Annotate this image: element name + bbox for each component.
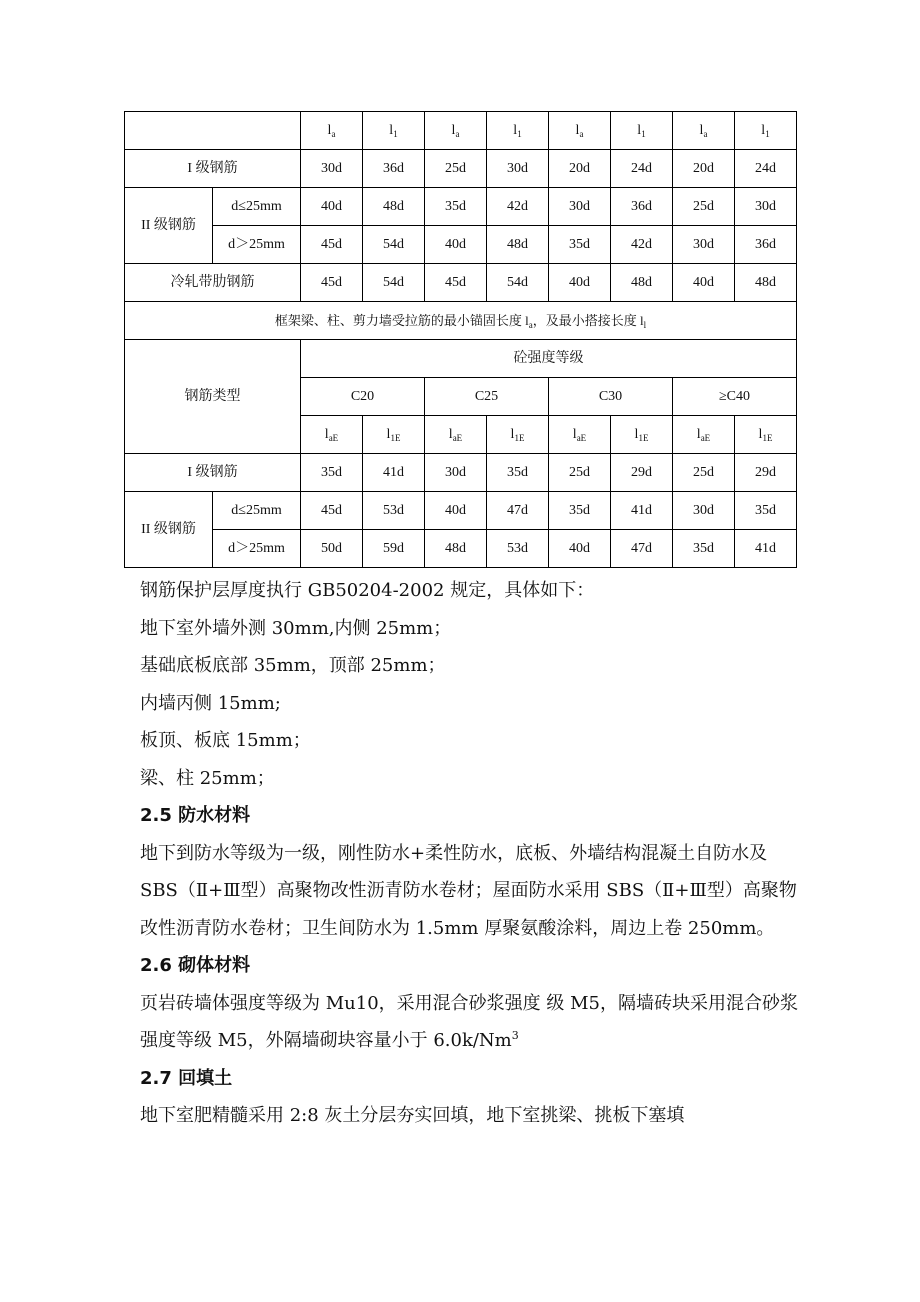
table2-symbol: $l_{aE}$: [425, 416, 487, 454]
table1-symbol: $l_a$: [549, 112, 611, 150]
cover-line: 内墙丙侧 15mm;: [140, 692, 281, 714]
cover-intro: 钢筋保护层厚度执行 GB50204-2002 规定，具体如下：: [140, 580, 595, 601]
value-cell: 20d: [549, 150, 611, 188]
value-cell: 30d: [487, 150, 549, 188]
row-label: II 级钢筋: [125, 188, 213, 264]
value-cell: 48d: [487, 226, 549, 264]
section-heading-masonry: 2.6 砌体材料: [140, 955, 251, 976]
row-label: 冷轧带肋钢筋: [125, 264, 301, 302]
value-cell: 50d: [301, 530, 363, 568]
table1-symbol: $l_1$: [363, 112, 425, 150]
anchorage-length-table: [124, 111, 797, 568]
table2-header-row: [125, 340, 797, 378]
value-cell: 35d: [735, 492, 797, 530]
table2-symbol: $l_{1E}$: [487, 416, 549, 454]
value-cell: 45d: [301, 492, 363, 530]
section-heading-waterproofing: 2.5 防水材料: [140, 805, 251, 826]
table1-symbol: $l_a$: [673, 112, 735, 150]
cover-line: 梁、柱 25mm；: [140, 767, 275, 789]
table2-symbol: $l_{1E}$: [363, 416, 425, 454]
steel-type-header: 钢筋类型: [125, 340, 301, 454]
value-cell: 35d: [673, 530, 735, 568]
row-sublabel: d≤25mm: [213, 188, 301, 226]
section-body-backfill: 地下室肥精髓采用 2:8 灰土分层夯实回填，地下室挑梁、挑板下塞填: [140, 1105, 685, 1126]
table2-caption: 框架梁、柱、剪力墙受拉筋的最小锚固长度 $l_a$，及最小搭接长度 $l_l$: [125, 302, 797, 340]
table-row: [125, 492, 797, 530]
cover-line: 基础底板底部 35mm，顶部 25mm；: [140, 655, 446, 676]
value-cell: 40d: [301, 188, 363, 226]
concrete-grade-header: 砼强度等级: [301, 340, 797, 378]
value-cell: 25d: [425, 150, 487, 188]
value-cell: 35d: [425, 188, 487, 226]
value-cell: 42d: [611, 226, 673, 264]
value-cell: 40d: [549, 530, 611, 568]
value-cell: 40d: [549, 264, 611, 302]
value-cell: 41d: [363, 454, 425, 492]
value-cell: 48d: [735, 264, 797, 302]
table-row: [125, 226, 797, 264]
value-cell: 29d: [735, 454, 797, 492]
value-cell: 48d: [425, 530, 487, 568]
row-sublabel: d＞25mm: [213, 530, 301, 568]
value-cell: 30d: [301, 150, 363, 188]
value-cell: 45d: [425, 264, 487, 302]
value-cell: 36d: [611, 188, 673, 226]
section-body-masonry: 页岩砖墙体强度等级为 Mu10，采用混合砂浆强度 级 M5，隔墙砖块采用混合砂浆强度等级 M5，外隔墙砌块容量小于 6.0k/Nm$^3$: [140, 992, 798, 1051]
section-heading-backfill: 2.7 回填土: [140, 1067, 233, 1089]
table2-caption-row: [125, 302, 797, 340]
grade-cell: C25: [425, 378, 549, 416]
row-sublabel: d≤25mm: [213, 492, 301, 530]
value-cell: 54d: [363, 226, 425, 264]
table2-symbol: $l_{1E}$: [611, 416, 673, 454]
table1-symbol: $l_1$: [735, 112, 797, 150]
body-text: [140, 572, 800, 1135]
value-cell: 25d: [673, 188, 735, 226]
table2-symbol: $l_{aE}$: [301, 416, 363, 454]
table1-header-row: [125, 112, 797, 150]
table-row: [125, 264, 797, 302]
value-cell: 45d: [301, 226, 363, 264]
table1-symbol: $l_1$: [487, 112, 549, 150]
value-cell: 48d: [363, 188, 425, 226]
value-cell: 47d: [487, 492, 549, 530]
table-row: [125, 530, 797, 568]
grade-cell: C30: [549, 378, 673, 416]
table2-symbol: $l_{aE}$: [549, 416, 611, 454]
grade-cell: C20: [301, 378, 425, 416]
table-row: [125, 454, 797, 492]
section-body-waterproofing: 地下到防水等级为一级，刚性防水+柔性防水，底板、外墙结构混凝土自防水及 SBS（Ⅱ+Ⅲ型）高聚物改性沥青防水卷材；屋面防水采用 SBS（Ⅱ+Ⅲ型）高聚物改性沥青防水卷材；卫生间防水为 1.5mm 厚聚氨酸涂料，周边上卷 250mm。: [140, 842, 797, 939]
value-cell: 59d: [363, 530, 425, 568]
value-cell: 41d: [735, 530, 797, 568]
value-cell: 41d: [611, 492, 673, 530]
value-cell: 36d: [735, 226, 797, 264]
value-cell: 53d: [487, 530, 549, 568]
value-cell: 40d: [425, 492, 487, 530]
value-cell: 53d: [363, 492, 425, 530]
grade-cell: ≥C40: [673, 378, 797, 416]
value-cell: 24d: [735, 150, 797, 188]
table1-symbol: $l_a$: [425, 112, 487, 150]
value-cell: 36d: [363, 150, 425, 188]
row-label: I 级钢筋: [125, 454, 301, 492]
value-cell: 47d: [611, 530, 673, 568]
value-cell: 40d: [425, 226, 487, 264]
value-cell: 30d: [549, 188, 611, 226]
table2-symbol: $l_{1E}$: [735, 416, 797, 454]
value-cell: 25d: [673, 454, 735, 492]
table2-symbol: $l_{aE}$: [673, 416, 735, 454]
value-cell: 40d: [673, 264, 735, 302]
value-cell: 20d: [673, 150, 735, 188]
value-cell: 42d: [487, 188, 549, 226]
table1-corner-cell: [125, 112, 301, 150]
value-cell: 30d: [673, 492, 735, 530]
table-row: [125, 150, 797, 188]
table1-symbol: $l_a$: [301, 112, 363, 150]
row-sublabel: d＞25mm: [213, 226, 301, 264]
cover-line: 板顶、板底 15mm；: [140, 730, 311, 751]
table1-symbol: $l_1$: [611, 112, 673, 150]
value-cell: 54d: [487, 264, 549, 302]
value-cell: 30d: [735, 188, 797, 226]
value-cell: 24d: [611, 150, 673, 188]
row-label: I 级钢筋: [125, 150, 301, 188]
value-cell: 54d: [363, 264, 425, 302]
value-cell: 48d: [611, 264, 673, 302]
value-cell: 29d: [611, 454, 673, 492]
value-cell: 30d: [673, 226, 735, 264]
cover-line: 地下室外墙外测 30mm,内侧 25mm；: [140, 617, 452, 639]
value-cell: 35d: [301, 454, 363, 492]
value-cell: 35d: [487, 454, 549, 492]
table-row: [125, 188, 797, 226]
row-label: II 级钢筋: [125, 492, 213, 568]
value-cell: 35d: [549, 226, 611, 264]
value-cell: 35d: [549, 492, 611, 530]
value-cell: 30d: [425, 454, 487, 492]
value-cell: 45d: [301, 264, 363, 302]
value-cell: 25d: [549, 454, 611, 492]
